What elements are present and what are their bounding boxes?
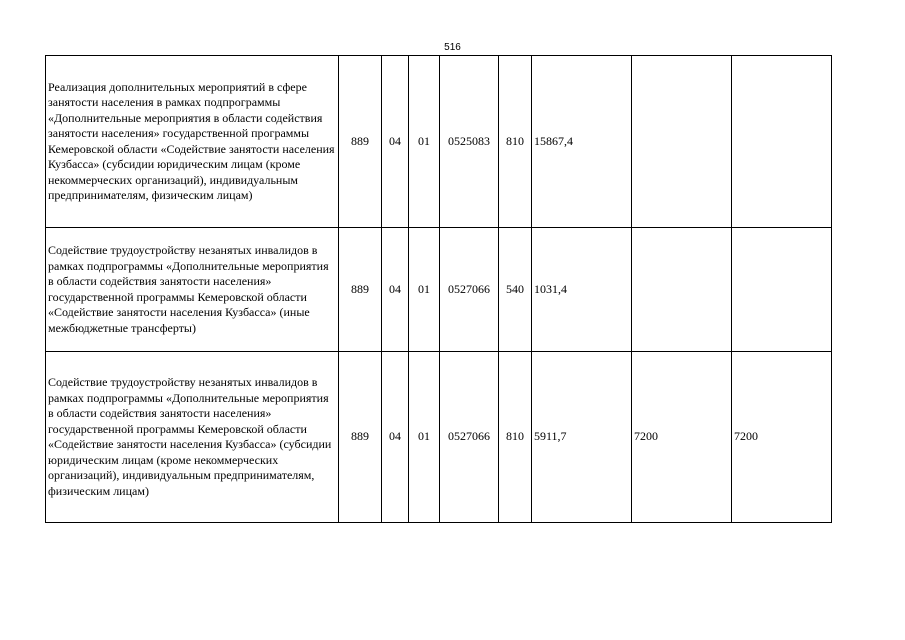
target-article-cell: 0525083 (440, 56, 499, 228)
row-description: Содействие трудоустройству незанятых инвалидов в рамках подпрограммы «Дополнительные мероприятия в области содействия занятости населения» государственной программы Кемеровской области «Содействие занятости населения Кузбасса» (субсидии юридическим лицам (кроме некоммерческих организаций), индивидуальным предпринимателям, физическим лицам) (46, 352, 339, 523)
table-row (46, 352, 832, 523)
amount-1-cell: 1031,4 (532, 228, 632, 352)
amount-2-cell (632, 228, 732, 352)
section-cell: 04 (382, 228, 409, 352)
subsection-cell: 01 (409, 56, 440, 228)
amount-3-cell: 7200 (732, 352, 832, 523)
ministry-code-cell: 889 (339, 352, 382, 523)
row-description: Содействие трудоустройству незанятых инвалидов в рамках подпрограммы «Дополнительные мероприятия в области содействия занятости населения» государственной программы Кемеровской области «Содействие занятости населения Кузбасса» (иные межбюджетные трансферты) (46, 228, 339, 352)
amount-2-cell: 7200 (632, 352, 732, 523)
target-article-cell: 0527066 (440, 228, 499, 352)
row-description: Реализация дополнительных мероприятий в сфере занятости населения в рамках подпрограммы «Дополнительные мероприятия в области содействия занятости населения» государственной программы Кемеровской области «Содействие занятости населения Кузбасса» (субсидии юридическим лицам (кроме некоммерческих организаций), индивидуальным предпринимателям, физическим лицам) (46, 56, 339, 228)
subsection-cell: 01 (409, 228, 440, 352)
section-cell: 04 (382, 352, 409, 523)
amount-1-cell: 5911,7 (532, 352, 632, 523)
table-row (46, 56, 832, 228)
ministry-code-cell: 889 (339, 228, 382, 352)
page-number: 516 (444, 42, 461, 53)
table-row (46, 228, 832, 352)
amount-2-cell (632, 56, 732, 228)
section-cell: 04 (382, 56, 409, 228)
expense-type-cell: 810 (499, 56, 532, 228)
target-article-cell: 0527066 (440, 352, 499, 523)
expense-type-cell: 810 (499, 352, 532, 523)
expense-type-cell: 540 (499, 228, 532, 352)
amount-3-cell (732, 228, 832, 352)
ministry-code-cell: 889 (339, 56, 382, 228)
subsection-cell: 01 (409, 352, 440, 523)
budget-table (45, 55, 832, 523)
amount-1-cell: 15867,4 (532, 56, 632, 228)
amount-3-cell (732, 56, 832, 228)
